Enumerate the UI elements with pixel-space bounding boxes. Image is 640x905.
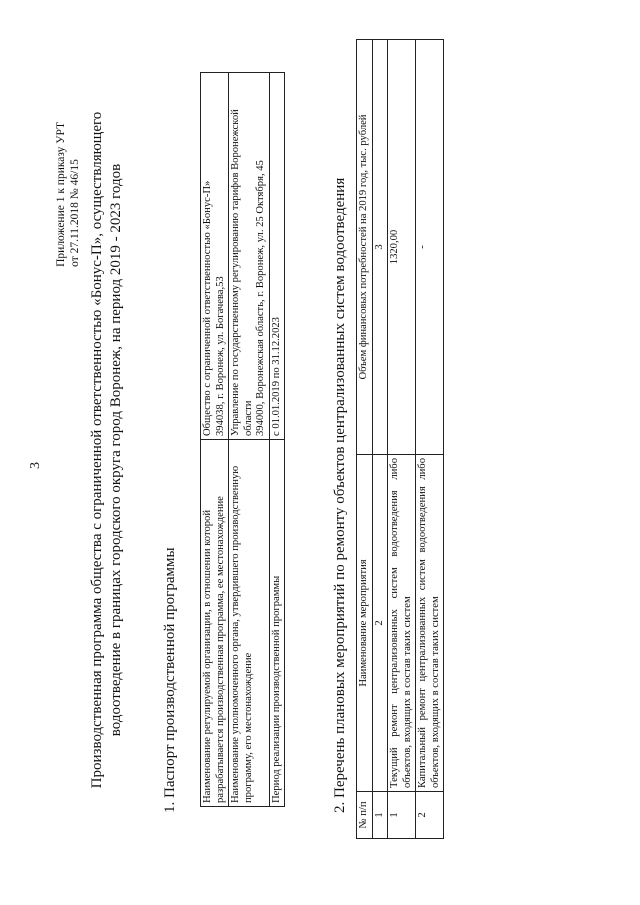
measure-name: Текущий ремонт централизованных систем водоотведения либо объектов, входящих в состав таких систем: [388, 455, 416, 792]
passport-label: Наименование уполномоченного органа, утвердившего производственную программу, его местонахождение: [229, 440, 270, 807]
table-row: [388, 40, 416, 839]
table-row: [229, 73, 270, 807]
appendix-line-1: Приложение 1 к приказу УРТ: [55, 122, 67, 267]
appendix-line-2: от 27.11.2018 № 46/15: [69, 159, 81, 267]
table-header-row: [357, 40, 373, 839]
page-number: 3: [28, 462, 43, 469]
passport-value-line: 394038, г. Воронеж, ул. Богачева,53: [214, 276, 226, 436]
section-1-heading: 1. Паспорт производственной программы: [162, 547, 178, 813]
table-row: [416, 40, 444, 839]
measure-name: Капитальный ремонт централизованных систем водоотведения либо объектов, входящих в состав таких систем: [416, 455, 444, 792]
passport-value: [269, 73, 285, 440]
index-cell: 2: [372, 455, 388, 792]
financial-volume: -: [416, 40, 444, 455]
passport-value-line: Управление по государственному регулированию тарифов Воронежской области: [230, 109, 254, 436]
document-title: [88, 55, 126, 845]
passport-label: Период реализации производственной программы: [269, 440, 285, 807]
table-index-row: [372, 40, 388, 839]
header-financial-volume: Объем финансовых потребностей на 2019 год, тыс. рублей: [357, 40, 373, 455]
index-cell: 3: [372, 40, 388, 455]
header-measure-name: Наименование мероприятия: [357, 455, 373, 792]
index-cell: 1: [372, 792, 388, 839]
appendix-note: [54, 122, 82, 267]
repair-measures-table: [356, 39, 444, 839]
title-line-1: Производственная программа общества с ограниченной ответственностью «Бонус-П», осуществляющего: [89, 111, 105, 789]
passport-value-line: с 01.01.2019 по 31.12.2023: [270, 317, 282, 436]
table-row: [201, 73, 229, 807]
header-number: № п/п: [357, 792, 373, 839]
passport-value: [201, 73, 229, 440]
title-line-2: водоотведение в границах городского округа город Воронеж, на период 2019 - 2023 годов: [108, 163, 124, 737]
row-number: 1: [388, 792, 416, 839]
program-passport-table: [200, 72, 285, 807]
section-2-heading: 2. Перечень плановых мероприятий по ремонту объектов централизованных систем водоотведения: [332, 177, 348, 813]
passport-value-line: 394000, Воронежская область, г. Воронеж, ул. 25 Октября, 45: [255, 160, 266, 436]
passport-value-line: Общество с ограниченной ответственностью «Бонус-П»: [202, 180, 213, 436]
row-number: 2: [416, 792, 444, 839]
passport-value: [229, 73, 270, 440]
financial-volume: 1320,00: [388, 40, 416, 455]
table-row: [269, 73, 285, 807]
passport-label: Наименование регулируемой организации, в отношении которой разрабатывается производственная программа, ее местонахождение: [201, 440, 229, 807]
